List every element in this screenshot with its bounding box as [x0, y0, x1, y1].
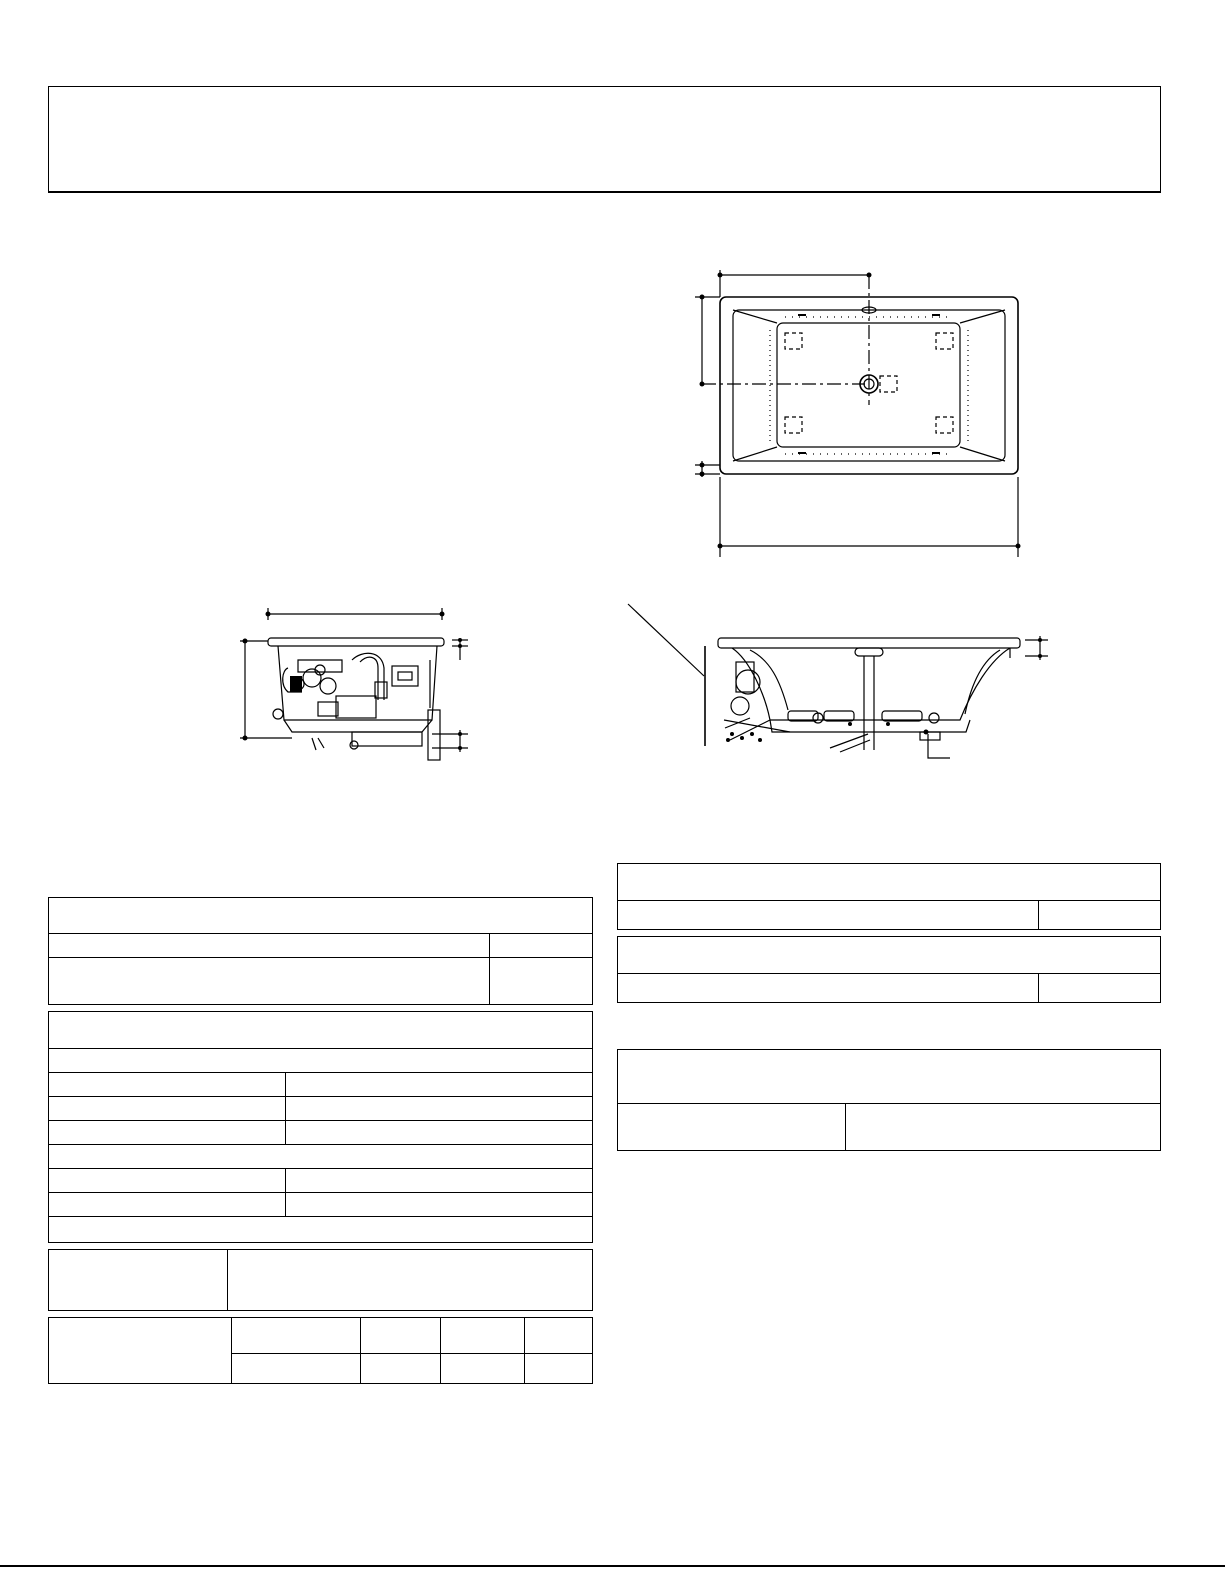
- right-table-2: [617, 936, 1161, 1003]
- cell: [618, 905, 630, 911]
- left-table-4-value-row: [232, 1353, 592, 1383]
- cell: [525, 1360, 537, 1366]
- cell: [286, 1097, 298, 1103]
- cell: [49, 1097, 61, 1103]
- bottom-divider: [0, 1565, 1225, 1567]
- cell: [490, 934, 502, 940]
- right-table-3-row: [618, 1103, 1160, 1150]
- cell: [286, 1073, 298, 1079]
- right-table-1-row: [618, 900, 1160, 929]
- end-view-drawing: [232, 600, 477, 765]
- plan-view-drawing: [690, 265, 1035, 565]
- cell: [232, 1360, 244, 1366]
- cell: [286, 1169, 298, 1175]
- cell: [49, 1121, 61, 1127]
- right-table-3-title: [618, 1066, 630, 1072]
- left-table-1-row: [49, 933, 592, 957]
- left-table-2-row: [49, 1192, 592, 1216]
- col-header: [441, 1326, 453, 1332]
- left-table-3-value: [228, 1268, 240, 1274]
- side-view-drawing: [620, 600, 1065, 765]
- col-header: [361, 1326, 373, 1332]
- cell: [441, 1360, 453, 1366]
- left-table-1-row: [49, 957, 592, 1004]
- left-table-2-row: [49, 1072, 592, 1096]
- left-table-4-header-row: [232, 1318, 592, 1353]
- left-table-2: [48, 1011, 593, 1243]
- right-table-3: [617, 1049, 1161, 1151]
- cell: [49, 1217, 61, 1223]
- right-table-2-title: [618, 947, 630, 953]
- left-table-2-subheader: [49, 1048, 592, 1072]
- header-box: [48, 86, 1161, 193]
- col-header: [232, 1326, 244, 1332]
- cell: [618, 978, 630, 984]
- cell: [49, 934, 61, 940]
- cell: [361, 1360, 373, 1366]
- left-table-3: [48, 1249, 593, 1311]
- right-table-2-row: [618, 973, 1160, 1002]
- left-table-2-footer: [49, 1216, 592, 1242]
- left-table-4-title: [49, 1340, 61, 1346]
- left-table-2-row: [49, 1168, 592, 1192]
- left-table-1-title: [49, 904, 61, 910]
- cell: [846, 1118, 858, 1124]
- cell: [618, 1118, 630, 1124]
- left-table-2-row: [49, 1120, 592, 1144]
- cell: [1039, 905, 1051, 911]
- left-table-1: [48, 897, 593, 1005]
- left-table-3-title: [49, 1268, 61, 1274]
- cell: [49, 1169, 61, 1175]
- cell: [49, 958, 61, 964]
- cell: [286, 1121, 298, 1127]
- left-table-2-subheader: [49, 1144, 592, 1168]
- left-table-4: [48, 1317, 593, 1384]
- cell: [490, 958, 502, 964]
- left-table-2-row: [49, 1096, 592, 1120]
- col-header: [525, 1326, 537, 1332]
- left-table-2-title: [49, 1020, 61, 1026]
- cell: [49, 1073, 61, 1079]
- cell: [286, 1193, 298, 1199]
- cell: [1039, 978, 1051, 984]
- cell: [49, 1193, 61, 1199]
- right-table-1: [617, 863, 1161, 930]
- right-table-1-title: [618, 874, 630, 880]
